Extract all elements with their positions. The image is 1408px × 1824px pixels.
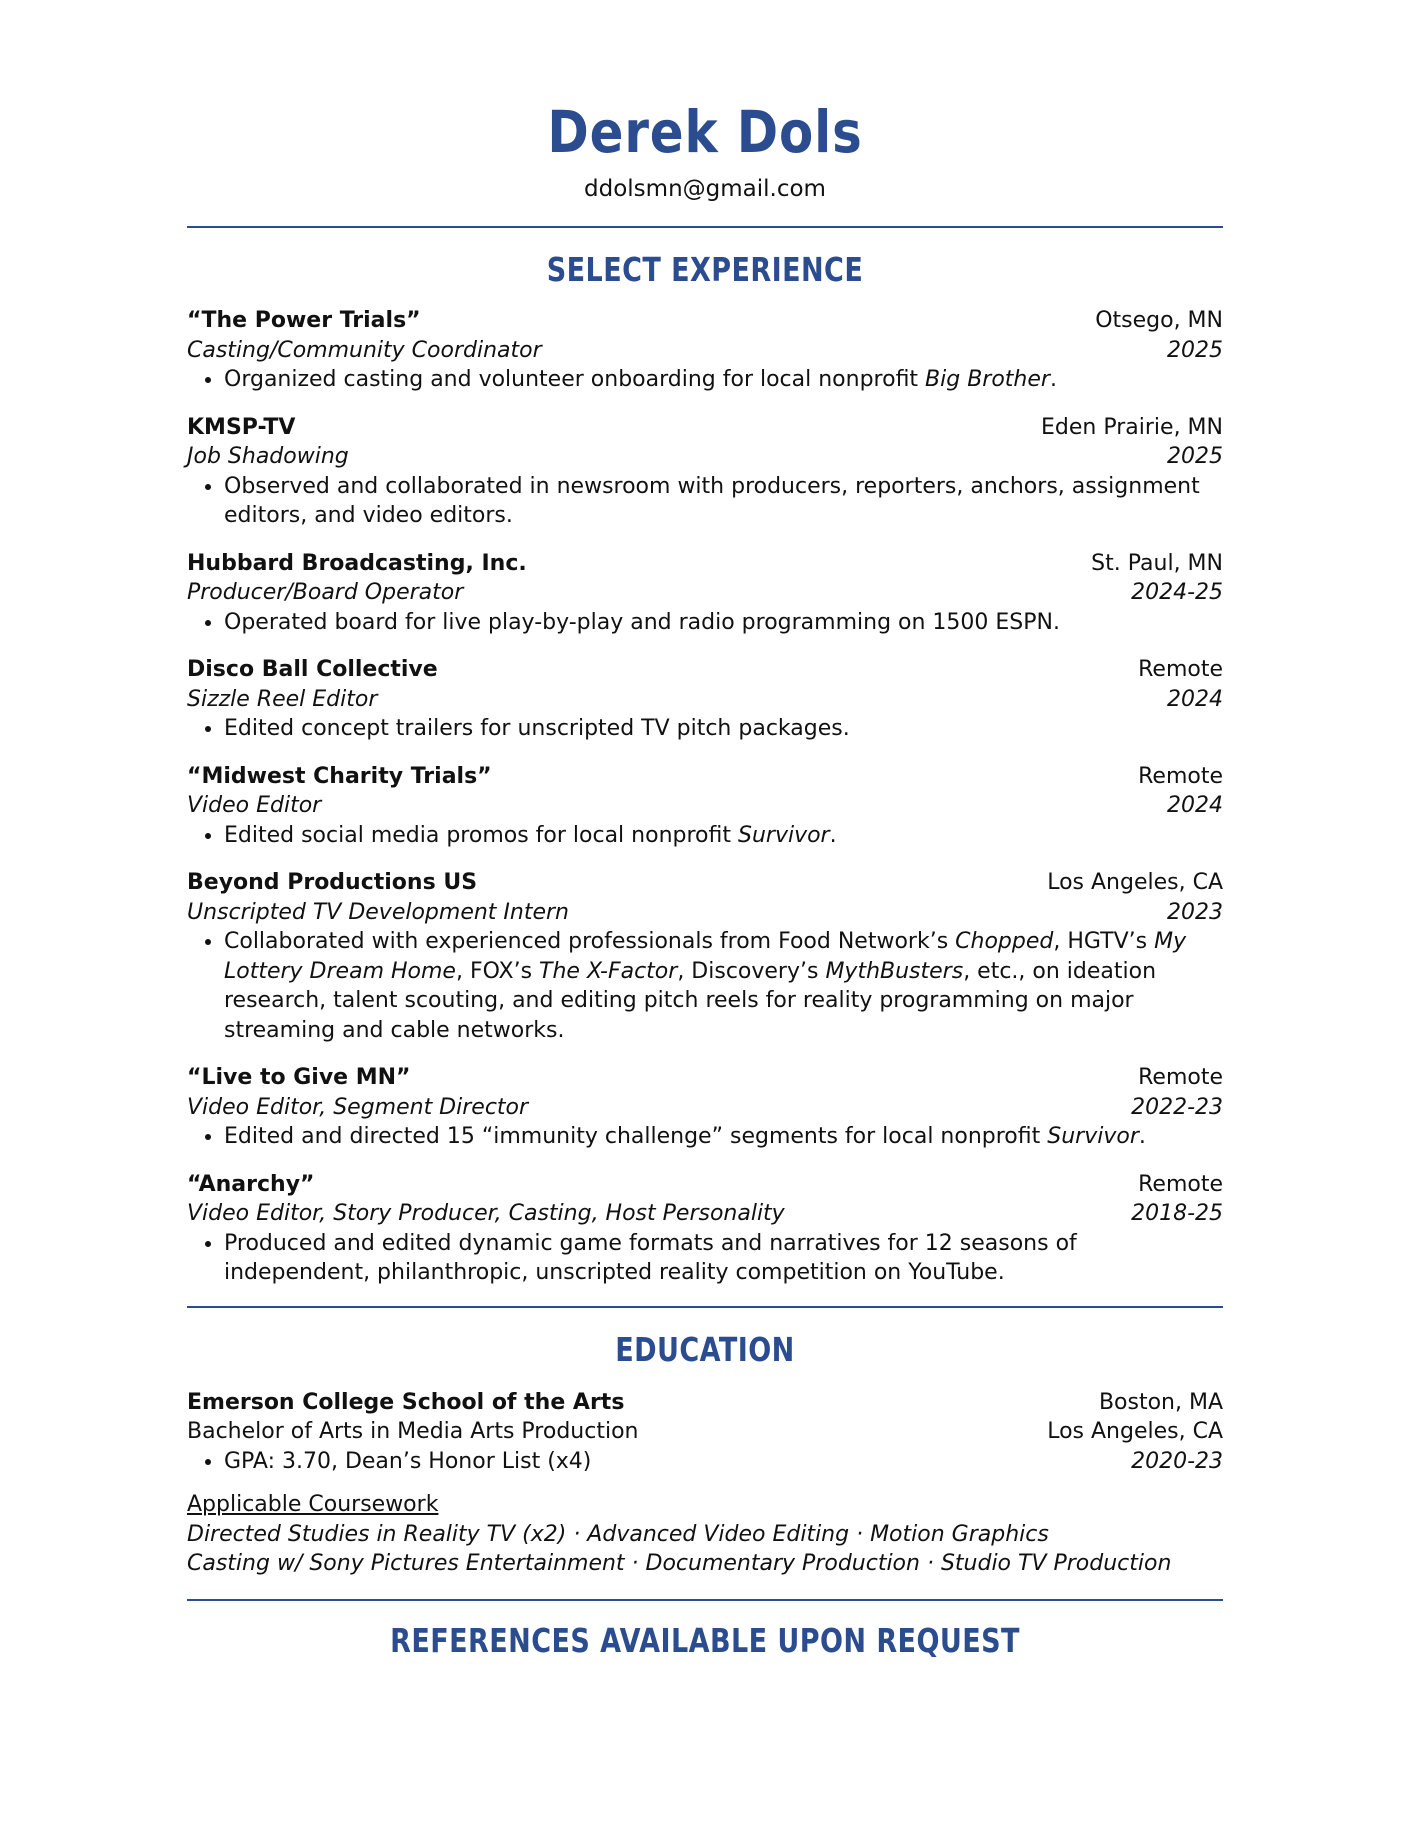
education-heading: EDUCATION: [615, 1329, 795, 1369]
organization-name: Disco Ball Collective: [187, 657, 438, 682]
bullet-item: • Operated board for live play-by-play and radio programming on 1500 ESPN.: [224, 608, 1223, 638]
organization-name: “Live to Give MN”: [187, 1065, 411, 1090]
experience-entry: [187, 1170, 1223, 1288]
resume-page: [187, 0, 1223, 1665]
job-location: Remote: [1138, 657, 1223, 682]
job-location: Los Angeles, CA: [1047, 870, 1223, 895]
references-note: REFERENCES AVAILABLE UPON REQUEST: [390, 1620, 1020, 1660]
job-bullets: [187, 927, 1223, 1045]
bullet-item: • Edited concept trailers for unscripted TV pitch packages.: [224, 714, 1223, 744]
organization-name: Hubbard Broadcasting, Inc.: [187, 550, 527, 576]
experience-entry: [187, 655, 1223, 744]
bullet-item: • Produced and edited dynamic game formats and narratives for 12 seasons of independent, philanthropic, unscripted reality competition on YouTube.: [224, 1229, 1223, 1288]
experience-entry: [187, 413, 1223, 531]
bullet-item: • Collaborated with experienced professionals from Food Network’s Chopped, HGTV’s My Lottery Dream Home, FOX’s The X-Factor, Discovery’s MythBusters, etc., on ideation research, talent scouting, and editing pitch reels for reality programming on major streaming and cable networks.: [224, 927, 1223, 1045]
bullet-item: • Edited social media promos for local nonprofit Survivor.: [224, 821, 1223, 851]
job-dates: 2023: [1167, 899, 1223, 925]
job-bullets: [187, 1229, 1223, 1288]
divider: [187, 226, 1223, 228]
experience-list: [187, 306, 1223, 1288]
job-role: Video Editor, Segment Director: [187, 1094, 529, 1120]
job-location: Remote: [1138, 1171, 1223, 1197]
job-dates: 2024: [1167, 793, 1223, 818]
job-dates: 2018-25: [1131, 1201, 1223, 1226]
experience-entry: [187, 762, 1223, 851]
job-role: Video Editor, Story Producer, Casting, Host Personality: [187, 1201, 785, 1226]
education-dates: 2020-23: [1131, 1448, 1223, 1474]
job-role: Job Shadowing: [187, 444, 349, 469]
school-location-2: Los Angeles, CA: [1047, 1419, 1223, 1444]
job-role: Producer/Board Operator: [187, 580, 464, 605]
experience-heading: SELECT EXPERIENCE: [546, 250, 864, 289]
job-dates: 2025: [1167, 444, 1223, 469]
bullet-item: • Edited and directed 15 “immunity challenge” segments for local nonprofit Survivor.: [224, 1122, 1223, 1152]
organization-name: “Midwest Charity Trials”: [187, 763, 492, 789]
bullet-item: • Organized casting and volunteer onboarding for local nonprofit Big Brother.: [224, 365, 1223, 395]
coursework-line: Casting w/ Sony Pictures Entertainment · Documentary Production · Studio TV Production: [187, 1551, 1172, 1576]
degree: Bachelor of Arts in Media Arts Production: [187, 1419, 639, 1444]
job-bullets: [187, 365, 1223, 395]
organization-name: KMSP-TV: [187, 414, 296, 440]
education-bullets: [187, 1447, 1131, 1477]
experience-entry: [187, 868, 1223, 1045]
email-address[interactable]: ddolsmn@gmail.com: [584, 176, 826, 202]
job-location: Remote: [1138, 1065, 1223, 1090]
job-bullets: [187, 472, 1223, 531]
job-dates: 2024: [1167, 686, 1223, 712]
job-role: Casting/Community Coordinator: [187, 337, 542, 363]
experience-entry: [187, 549, 1223, 638]
job-bullets: [187, 1122, 1223, 1152]
job-bullets: [187, 714, 1223, 744]
organization-name: Beyond Productions US: [187, 870, 478, 895]
job-location: St. Paul, MN: [1091, 550, 1223, 576]
divider: [187, 1599, 1223, 1601]
gpa: • GPA: 3.70, Dean’s Honor List (x4): [224, 1447, 1131, 1477]
job-location: Remote: [1138, 763, 1223, 789]
organization-name: “The Power Trials”: [187, 308, 421, 333]
job-role: Sizzle Reel Editor: [187, 686, 378, 712]
candidate-name: Derek Dols: [547, 98, 863, 166]
experience-entry: [187, 1063, 1223, 1152]
experience-entry: [187, 306, 1223, 395]
bullet-item: • Observed and collaborated in newsroom with producers, reporters, anchors, assignment editors, and video editors.: [224, 472, 1223, 531]
coursework-heading: Applicable Coursework: [187, 1492, 439, 1517]
job-dates: 2022-23: [1131, 1094, 1223, 1120]
job-dates: 2025: [1167, 337, 1223, 363]
job-location: Otsego, MN: [1095, 308, 1223, 333]
divider: [187, 1306, 1223, 1308]
job-role: Unscripted TV Development Intern: [187, 899, 570, 925]
school-name: Emerson College School of the Arts: [187, 1389, 625, 1415]
organization-name: “Anarchy”: [187, 1171, 315, 1197]
coursework-line: Directed Studies in Reality TV (x2) · Advanced Video Editing · Motion Graphics: [187, 1521, 1049, 1547]
job-bullets: [187, 821, 1223, 851]
job-dates: 2024-25: [1131, 580, 1223, 605]
job-role: Video Editor: [187, 793, 322, 818]
school-location: Boston, MA: [1098, 1389, 1223, 1415]
education-entry: [187, 1388, 1223, 1579]
job-location: Eden Prairie, MN: [1041, 414, 1223, 440]
job-bullets: [187, 608, 1223, 638]
